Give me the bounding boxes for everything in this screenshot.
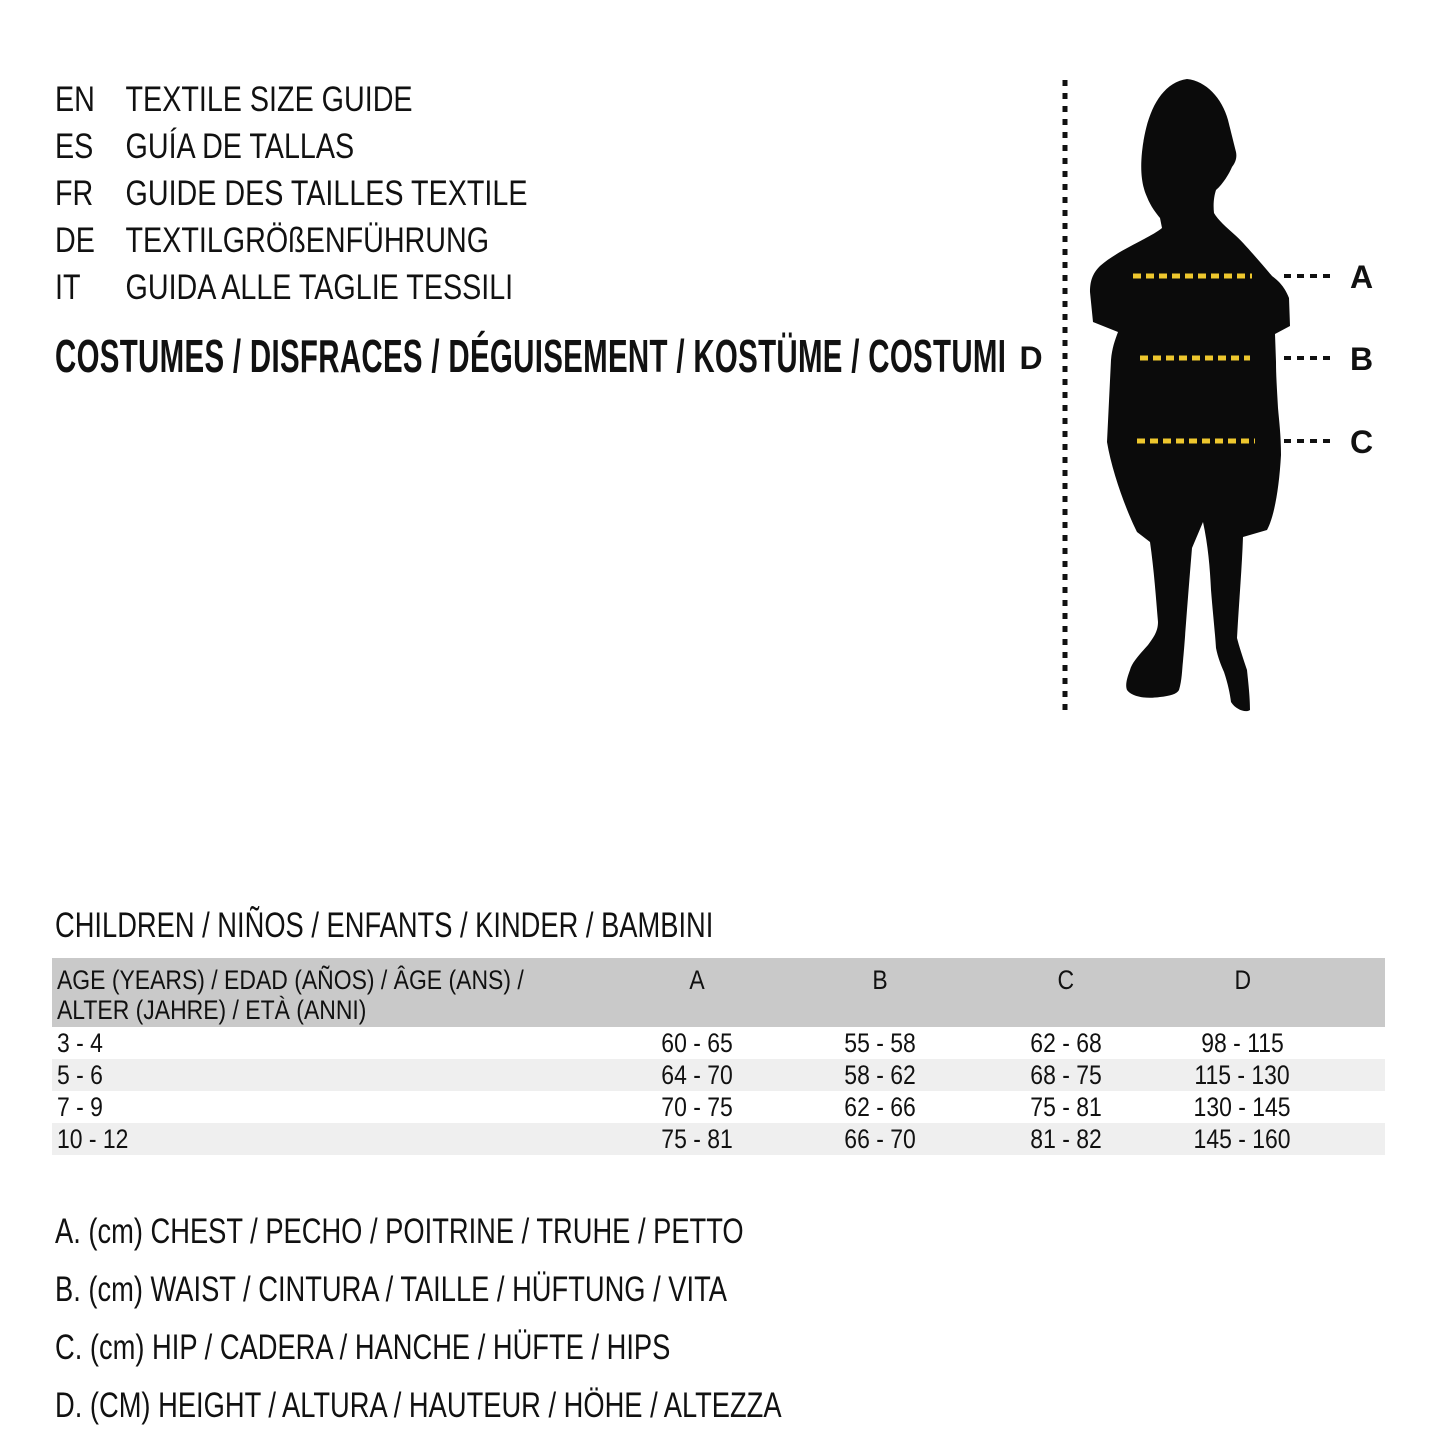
language-row: [55, 217, 527, 264]
chest-value-cell: 70 - 75: [661, 1091, 733, 1122]
language-label: TEXTILE SIZE GUIDE: [125, 80, 413, 119]
age-header-line1: AGE (YEARS) / EDAD (AÑOS) / ÂGE (ANS) /: [57, 965, 524, 995]
legend-hip: C. (cm) HIP / CADERA / HANCHE / HÜFTE / HIPS: [55, 1328, 671, 1367]
hip-value-cell: 68 - 75: [1030, 1059, 1102, 1090]
waist-value-cell: 55 - 58: [844, 1027, 916, 1058]
language-row: [55, 123, 527, 170]
child-figure-svg: [1000, 70, 1400, 720]
table-header-row: [52, 958, 1385, 1027]
legend-height: D. (CM) HEIGHT / ALTURA / HAUTEUR / HÖHE / ALTEZZA: [55, 1386, 782, 1425]
chest-value-cell: 75 - 81: [661, 1123, 733, 1154]
language-label: TEXTILGRÖßENFÜHRUNG: [125, 221, 490, 260]
language-code: ES: [55, 127, 94, 166]
child-silhouette-icon: [1090, 79, 1290, 711]
age-cell: 3 - 4: [57, 1027, 103, 1058]
page-title: COSTUMES / DISFRACES / DÉGUISEMENT / KOSTÜME / COSTUMI: [55, 330, 1007, 382]
language-code: EN: [55, 80, 95, 119]
section-heading-children: CHILDREN / NIÑOS / ENFANTS / KINDER / BAMBINI: [55, 906, 714, 945]
table-row-age-3-4: [52, 1027, 1385, 1059]
hip-value-cell: 62 - 68: [1030, 1027, 1102, 1058]
chest-value-cell: 64 - 70: [661, 1059, 733, 1090]
legend-waist: B. (cm) WAIST / CINTURA / TAILLE / HÜFTUNG / VITA: [55, 1270, 727, 1309]
language-label: GUIDA ALLE TAGLIE TESSILI: [125, 268, 514, 307]
language-code: DE: [55, 221, 95, 260]
age-header-cell: [52, 958, 606, 1027]
label-waist-b: B: [1350, 341, 1374, 377]
chest-value-cell: 60 - 65: [661, 1027, 733, 1058]
waist-value-cell: 66 - 70: [844, 1123, 916, 1154]
label-chest-a: A: [1350, 259, 1374, 295]
age-cell: 7 - 9: [57, 1091, 103, 1122]
hip-value-cell: 81 - 82: [1030, 1123, 1102, 1154]
language-row: [55, 264, 527, 311]
waist-value-cell: 58 - 62: [844, 1059, 916, 1090]
language-row: [55, 170, 527, 217]
height-value-cell: 145 - 160: [1194, 1123, 1291, 1154]
waist-value-cell: 62 - 66: [844, 1091, 916, 1122]
language-label: GUIDE DES TAILLES TEXTILE: [125, 174, 528, 213]
language-list: [55, 76, 527, 311]
height-value-cell: 130 - 145: [1194, 1091, 1291, 1122]
language-row: [55, 76, 527, 123]
column-header-b: B: [872, 965, 888, 995]
language-label: GUÍA DE TALLAS: [125, 127, 355, 166]
measurement-diagram: [1000, 70, 1400, 720]
table-row-age-7-9: [52, 1091, 1385, 1123]
label-hip-c: C: [1350, 424, 1374, 460]
height-value-cell: 98 - 115: [1201, 1027, 1284, 1058]
language-code: IT: [55, 268, 81, 307]
label-height-d: D: [1019, 340, 1043, 376]
age-cell: 5 - 6: [57, 1059, 103, 1090]
table-row-age-10-12: [52, 1123, 1385, 1155]
column-header-a: A: [689, 965, 705, 995]
measurement-legend: [55, 1203, 782, 1435]
age-header-line2: ALTER (JAHRE) / ETÀ (ANNI): [57, 995, 367, 1025]
height-value-cell: 115 - 130: [1194, 1059, 1291, 1090]
language-code: FR: [55, 174, 94, 213]
size-table: [52, 958, 1385, 1155]
age-cell: 10 - 12: [57, 1123, 129, 1154]
column-header-c: C: [1057, 965, 1075, 995]
hip-value-cell: 75 - 81: [1030, 1091, 1102, 1122]
column-header-d: D: [1234, 965, 1251, 995]
table-row-age-5-6: [52, 1059, 1385, 1091]
legend-chest: A. (cm) CHEST / PECHO / POITRINE / TRUHE / PETTO: [55, 1212, 744, 1251]
